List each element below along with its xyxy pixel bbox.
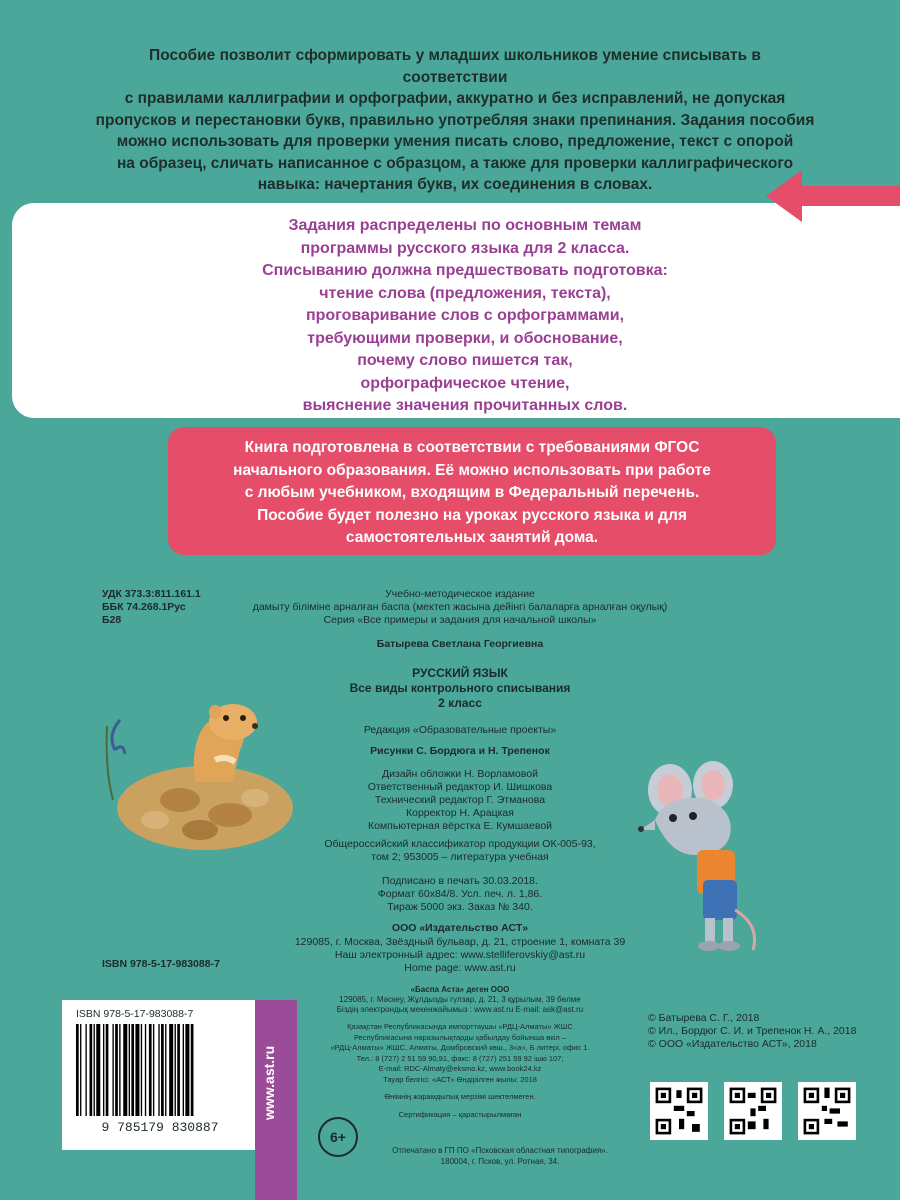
intro-line: можно использовать для проверки умения писать слово, предложение, текст с опорой [116,133,794,150]
barcode-bar [106,1024,109,1116]
fgos-line: Книга подготовлена в соответствии с требованиями ФГОС [244,439,700,456]
qr-code-icon [724,1082,782,1140]
fgos-line: самостоятельных занятий дома. [345,529,599,546]
classifier-line: Общероссийский классификатор продукции ОК-005-93, [324,838,596,850]
barcode-bar [135,1024,139,1116]
barcode-bar [90,1024,93,1116]
mouse-illustration [635,760,765,955]
publisher-line: 129085, г. Москва, Звёздный бульвар, д. 21, строение 1, комната 39 [294,936,626,948]
kz-block [290,985,630,1015]
editorial-office: Редакция «Образовательные проекты» [363,724,557,736]
tasks-description [230,215,700,418]
barcode-number: 9 785179 830887 [101,1120,219,1135]
edition-line: Серия «Все примеры и задания для начальной школы» [323,614,597,626]
barcode-bar [183,1024,184,1116]
book-subtitle: Все виды контрольного списывания [349,681,571,695]
site-bar [255,1000,297,1200]
barcode-bar [123,1024,127,1116]
barcode-isbn: ISBN 978-5-17-983088-7 [76,1008,194,1020]
kz-more-line: Тел.: 8 (727) 2 51 59 90,91, факс: 8 (727) 251 59 92 ішкі 107; [356,1053,564,1063]
credit-line: Ответственный редактор И. Шишкова [367,781,553,793]
kz-more-line: Сертификация – қарастырылмаған [398,1109,522,1119]
barcode-bar [175,1024,176,1116]
book-grade: 2 класс [438,696,482,710]
kz-more-line: «РДЦ-Алматы» ЖШС, Алматы, Домбровский көш., 3«а», Б литері, офис 1. [330,1043,590,1052]
fgos-line: с любым учебником, входящим в Федеральный перечень. [244,484,700,501]
barcode-bar [185,1024,189,1116]
udk-code: УДК 373.3:811.161.1 [102,588,201,600]
tasks-line: проговаривание слов с орфограммами, [305,307,625,324]
credits-block [300,768,620,833]
tasks-line: программы русского языка для 2 класса. [300,239,630,257]
kz-more-line: Өнімнің жарамдылық мерзімі шектелмеген. [384,1092,536,1101]
kz-line: Біздің электрондық мекенжайымыз : www.ast.ru E-mail: ask@ast.ru [336,1005,584,1014]
intro-line: навыка: начертания букв, их соединения в словах. [257,176,653,193]
barcode-bar [191,1024,194,1116]
edition-line: Учебно-методическое издание [385,588,535,600]
tasks-line: Списыванию должна предшествовать подготовка: [262,262,668,279]
barcode-bar [129,1024,130,1116]
b-code: Б28 [102,614,122,626]
barcode-bars [76,1024,246,1116]
qr-code-icon [650,1082,708,1140]
barcode-bar [85,1024,86,1116]
kz-line: 129085, г. Мәскеу, Жұлдызды гүлзар, д. 21, 3 құрылым, 39 бөлме [339,995,581,1004]
intro-line: с правилами каллиграфии и орфографии, аккуратно и без исправлений, не допуская [124,90,786,107]
printing-line: 180004, г. Псков, ул. Ротная, 34. [440,1156,560,1166]
qr-code-icon [798,1082,856,1140]
fgos-line: Пособие будет полезно на уроках русского языка и для [257,506,687,524]
copyright-line: © Ил., Бордюг С. И. и Трепенок Н. А., 2018 [648,1025,857,1037]
barcode-bar [153,1024,154,1116]
tasks-line: орфографическое чтение, [360,374,570,392]
barcode-bar [103,1024,104,1116]
copyright-line: © Батырева С. Г., 2018 [648,1012,760,1024]
kz-more-line: Республикасына наразылықтарды қабылдау бойынша өкіл – [353,1032,566,1042]
barcode-bar [177,1024,180,1116]
isbn-text: ISBN 978-5-17-983088-7 [102,958,220,970]
kz-more-line: Тауар белгісі: «АСТ» Өндірілген жылы: 2018 [383,1074,537,1084]
print-info-block [300,875,620,914]
intro-line: пропусков и перестановки букв, правильно употребляя знаки препинания. Задания пособия [95,111,815,129]
tasks-line: выяснение значения прочитанных слов. [302,397,628,414]
barcode-bar [169,1024,173,1116]
author-name: Батырева Светлана Георгиевна [376,638,544,650]
barcode-panel [62,1000,257,1150]
classifier-block [290,838,630,864]
fgos-text [178,437,766,550]
printing-house-block [360,1146,640,1167]
barcode-bar [161,1024,164,1116]
tasks-line: чтение слова (предложения, текста), [319,284,611,302]
kz-more-line: Қазақстан Республикасында импорттаушы «РДЦ-Алматы» ЖШС [347,1022,573,1031]
publisher-line: Home page: www.ast.ru [404,962,516,974]
credit-line: Компьютерная вёрстка Е. Кумшаевой [367,820,553,832]
barcode-bar [131,1024,134,1116]
edition-line: дамыту біліміне арналған баспа (мектеп жасына дейінгі балаларға арналған оқулық) [252,601,668,613]
print-line: Тираж 5000 экз. Заказ № 340. [387,901,533,913]
barcode-bar [119,1024,120,1116]
publisher-name: ООО «Издательство АСТ» [391,922,529,934]
barcode-bar [141,1024,142,1116]
printing-line: Отпечатано в ГП ПО «Псковская областная типография». [392,1146,608,1155]
bbk-code: ББК 74.268.1Рус [102,601,186,613]
intro-line: на образец, сличать написанное с образцом, а также для проверки каллиграфического [116,154,794,172]
kz-title: «Баспа Аста» деген ООО [410,985,510,994]
intro-line: Пособие позволит сформировать у младших школьников умение списывать в соответствии [149,47,761,86]
classifier-line: том 2; 953005 – литература учебная [371,851,549,863]
credit-line: Корректор Н. Арацкая [406,807,514,819]
credit-line: Дизайн обложки Н. Ворламовой [382,768,538,780]
fgos-line: начального образования. Её можно использовать при работе [233,461,711,479]
barcode-bar [76,1024,79,1116]
kz-more-line: E-mail: RDC-Almaty@eksmo.kz, www.book24.kz [378,1064,542,1073]
publisher-line: Наш электронный адрес: www.stelliferovskiy@ast.ru [334,949,586,961]
barcode-bar [112,1024,113,1116]
kz-more-block [290,1022,630,1120]
barcode-bar [96,1024,100,1116]
illustrations-credit: Рисунки С. Бордюга и Н. Трепенок [370,745,550,757]
copyright-line: © ООО «Издательство АСТ», 2018 [648,1038,817,1050]
book-title: РУССКИЙ ЯЗЫК [412,666,508,680]
barcode-bar [94,1024,95,1116]
site-url[interactable]: www.ast.ru [261,1045,277,1120]
barcode-bar [80,1024,81,1116]
tasks-line: почему слово пишется так, [357,352,573,369]
credit-line: Технический редактор Г. Этманова [374,794,546,806]
intro-paragraph [95,45,815,196]
book-title-block [300,666,620,711]
barcode-bar [165,1024,166,1116]
publisher-block [250,936,670,975]
barcode-bar [158,1024,159,1116]
barcode-bar [115,1024,118,1116]
age-rating-badge: 6+ [318,1117,358,1157]
print-line: Подписано в печать 30.03.2018. [382,875,538,887]
tasks-line: Задания распределены по основным темам [288,217,642,234]
barcode-bar [149,1024,152,1116]
print-line: Формат 60x84/8. Усл. печ. л. 1,86. [377,888,543,900]
tasks-line: требующими проверки, и обоснование, [307,329,623,347]
copyright-block [648,1012,893,1051]
arrow-left-icon [766,168,900,224]
edition-block [230,588,690,627]
barcode-bar [145,1024,146,1116]
ground-squirrel-illustration [85,690,310,855]
